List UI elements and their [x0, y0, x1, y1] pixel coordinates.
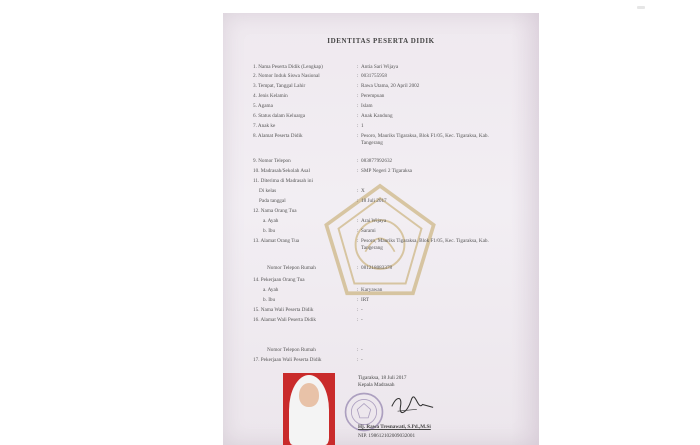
- row-value: -: [361, 307, 363, 313]
- row-value: 0031755958: [361, 73, 387, 79]
- row-value: 083877992632: [361, 158, 393, 164]
- colon: :: [357, 64, 359, 70]
- row-label: 13. Alamat Orang Tua: [253, 238, 300, 244]
- row-value: SMP Negeri 2 Tigaraksa: [361, 168, 412, 174]
- row-label: Nomor Telepon Rumah: [267, 347, 316, 353]
- row-label: 1. Nama Peserta Didik (Lengkap): [253, 64, 323, 70]
- row-label: 17. Pekerjaan Wali Peserta Didik: [253, 357, 322, 363]
- colon: :: [357, 103, 359, 109]
- row-label: 11. Diterima di Madrasah ini: [253, 178, 313, 184]
- colon: :: [357, 238, 359, 244]
- row-label: Nomor Telepon Rumah: [267, 265, 316, 271]
- colon: :: [357, 307, 359, 313]
- row-value: Pesoro, Mauriks Tigaraksa, Blok F1/05, Kec. Tigaraksa, Kab. Tangerang: [361, 133, 489, 146]
- colon: :: [357, 357, 359, 363]
- row-label: 9. Nomor Telepon: [253, 158, 291, 164]
- document-title: IDENTITAS PESERTA DIDIK: [327, 37, 435, 45]
- row-value: 18 Juli 2017: [361, 198, 387, 204]
- document-page: [223, 13, 539, 445]
- colon: :: [357, 188, 359, 194]
- signer-nip: NIP. 198612102009032001: [358, 433, 416, 439]
- row-label: Di kelas: [259, 188, 277, 194]
- row-label: 16. Alamat Wali Peserta Didik: [253, 317, 317, 323]
- row-label: a. Ayah: [263, 287, 279, 293]
- row-value: Perempuan: [361, 93, 385, 99]
- colon: :: [357, 287, 359, 293]
- row-label: 5. Agama: [253, 103, 273, 109]
- row-value: Antia Sari Wijaya: [361, 64, 399, 70]
- row-label: b. Ibu: [263, 297, 276, 303]
- colon: :: [357, 168, 359, 174]
- row-value: Sarami: [361, 228, 376, 234]
- row-label: Pada tanggal: [259, 198, 286, 204]
- row-value: Islam: [361, 103, 373, 109]
- student-photo: [283, 373, 335, 445]
- row-label: 6. Status dalam Keluarga: [253, 113, 306, 119]
- row-value: 1: [361, 123, 364, 129]
- colon: :: [357, 228, 359, 234]
- colon: :: [357, 218, 359, 224]
- signer-role: Kepala Madrasah: [358, 381, 395, 388]
- row-value: IRT: [361, 297, 370, 303]
- colon: :: [357, 73, 359, 79]
- row-value: -: [361, 357, 363, 363]
- row-label: 8. Alamat Peserta Didik: [253, 133, 303, 139]
- colon: :: [357, 158, 359, 164]
- row-value: 081218083378: [361, 265, 393, 271]
- row-value: Pesoro, Mauriks Tigaraksa, Blok F1/05, Kec. Tigaraksa, Kab. Tangerang: [361, 238, 489, 251]
- colon: :: [357, 93, 359, 99]
- signer-name: Hj. Rawa Tresnawati, S.Pd.,M.Si: [358, 424, 431, 430]
- colon: :: [357, 297, 359, 303]
- colon: :: [357, 317, 359, 323]
- row-value: Rawa Utama, 20 April 2002: [361, 83, 420, 89]
- row-label: 15. Nama Wali Peserta Didik: [253, 307, 314, 313]
- row-label: a. Ayah: [263, 218, 279, 224]
- row-label: 4. Jenis Kelamin: [253, 93, 288, 99]
- signature-block: [358, 375, 478, 439]
- row-value: -: [361, 317, 363, 323]
- row-label: 12. Nama Orang Tua: [253, 208, 297, 214]
- row-label: 10. Madrasah/Sekolah Asal: [253, 168, 310, 174]
- row-value: Anak Kandung: [361, 113, 393, 119]
- photo-face: [299, 383, 319, 407]
- row-value: -: [361, 347, 363, 353]
- colon: :: [357, 198, 359, 204]
- row-label: 2. Nomor Induk Siswa Nasional: [253, 73, 320, 79]
- colon: :: [357, 83, 359, 89]
- row-value: Arai Wijaya: [361, 218, 387, 224]
- colon: :: [357, 113, 359, 119]
- colon: :: [357, 265, 359, 271]
- row-label: 3. Tempat, Tanggal Lahir: [253, 83, 306, 89]
- colon: :: [357, 133, 359, 139]
- row-label: 14. Pekerjaan Orang Tua: [253, 277, 305, 283]
- colon: :: [357, 123, 359, 129]
- place-date: Tigaraksa, 18 Juli 2017: [358, 375, 407, 381]
- row-value: Karyawan: [361, 287, 383, 293]
- row-label: 7. Anak ke: [253, 123, 276, 129]
- signature-icon: [388, 391, 436, 417]
- row-value: X: [361, 188, 365, 194]
- colon: :: [357, 347, 359, 353]
- row-label: b. Ibu: [263, 228, 276, 234]
- corner-mark: [637, 6, 645, 9]
